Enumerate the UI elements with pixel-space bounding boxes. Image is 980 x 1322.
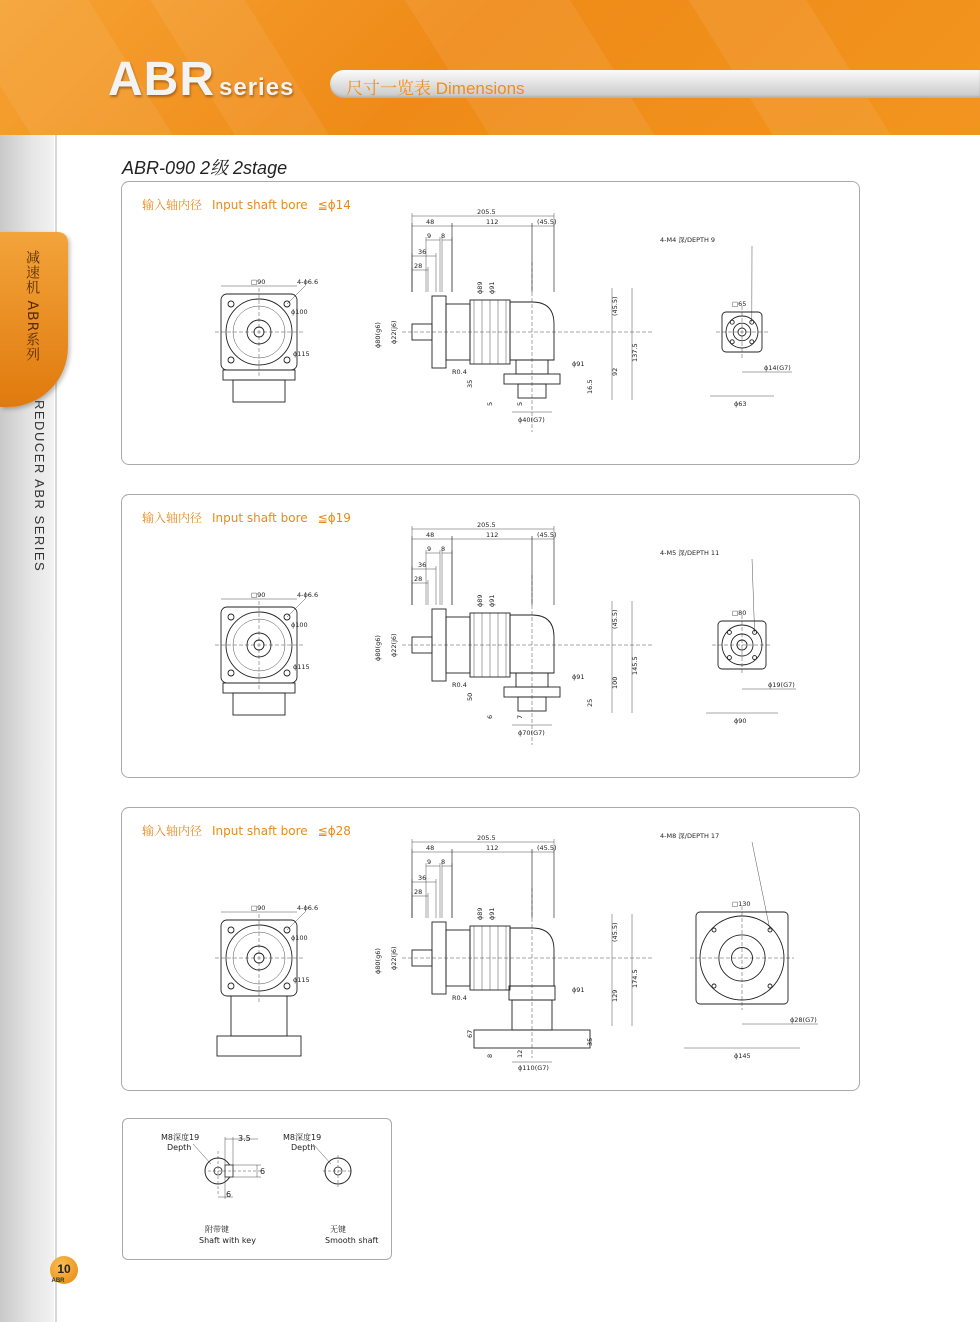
side-137-dim: 137.5	[631, 343, 639, 362]
dimension-drawing	[122, 808, 859, 1090]
side-89-dim: ϕ89	[476, 281, 484, 294]
side-5a-dim: 5	[486, 401, 494, 406]
front-square-dim: □90	[251, 591, 266, 599]
output-square-dim: □130	[732, 900, 751, 908]
front-pcd-dim: ϕ100	[291, 934, 308, 942]
side-91a-dim: ϕ91	[488, 281, 496, 294]
side-shaft-dim: ϕ70(G7)	[518, 729, 545, 737]
bore-bore-en: Input shaft bore	[212, 824, 308, 838]
bore-bore-en: Input shaft bore	[212, 198, 308, 212]
side-28-dim: 28	[414, 888, 423, 896]
brand-series: series	[219, 74, 295, 101]
side-92-dim: 100	[611, 676, 619, 689]
side-48-dim: 48	[426, 844, 435, 852]
section-title: 尺寸一览表 Dimensions	[346, 79, 525, 98]
side-45-dim: (45.5)	[537, 218, 557, 226]
side-view	[374, 208, 652, 432]
brand-logo	[108, 52, 294, 107]
output-thread-dim: 4-M5 深/DEPTH 11	[660, 549, 720, 557]
output-square-dim: □80	[732, 609, 747, 617]
side-137-dim: 145.5	[631, 656, 639, 675]
page-number: 10	[57, 1262, 71, 1276]
side-22-dim: ϕ22(j6)	[390, 946, 398, 970]
smooth-shaft-cn: 无键	[330, 1225, 346, 1234]
side-137-dim: 174.5	[631, 969, 639, 988]
front-view	[215, 591, 318, 715]
side-8-dim: 8	[441, 232, 446, 240]
side-r-dim: R0.4	[452, 994, 467, 1002]
dimension-panel	[121, 181, 860, 465]
side-8-dim: 8	[441, 545, 446, 553]
side-overall-dim: 205.5	[477, 521, 496, 529]
bore-bore-limit: ≦ϕ19	[317, 511, 351, 525]
output-bore-dim: ϕ19(G7)	[768, 681, 795, 689]
page-number-badge	[50, 1256, 78, 1284]
side-48-dim: 48	[426, 218, 435, 226]
front-view	[215, 904, 318, 1056]
smooth-depth-label: Depth	[291, 1143, 316, 1152]
front-circle-dim: ϕ115	[293, 976, 310, 984]
keyed-depth-label: Depth	[167, 1143, 192, 1152]
side-9-dim: 9	[427, 232, 432, 240]
side-165-dim: 35	[586, 1037, 594, 1046]
side-35-dim: 35	[466, 379, 474, 388]
key-dim-6-height: 6	[260, 1167, 266, 1176]
dimension-drawing	[122, 182, 859, 464]
side-8-dim: 8	[441, 858, 446, 866]
front-pcd-dim: ϕ100	[291, 621, 308, 629]
side-5a-dim: 8	[486, 1053, 494, 1058]
side-overall-dim: 205.5	[477, 208, 496, 216]
front-square-dim: □90	[251, 904, 266, 912]
side-92-dim: 129	[611, 989, 619, 1002]
side-9-dim: 9	[427, 858, 432, 866]
side-91a-dim: ϕ91	[488, 594, 496, 607]
side-r-dim: R0.4	[452, 681, 467, 689]
front-holes-dim: 4-ϕ6.6	[297, 278, 319, 286]
section-title-bar	[330, 70, 980, 98]
output-view	[660, 549, 796, 725]
side-112-dim: 112	[486, 844, 499, 852]
bore-bore-cn: 输入轴内径	[142, 198, 203, 212]
side-r-dim: R0.4	[452, 368, 467, 376]
keyed-thread-label: M8深度19	[161, 1133, 200, 1142]
key-dim-3-5: 3.5	[238, 1134, 251, 1143]
side-45-dim: (45.5)	[537, 844, 557, 852]
side-45v-dim: (45.5)	[611, 609, 619, 629]
key-dim-6-width: 6	[226, 1190, 232, 1199]
output-view	[660, 236, 792, 408]
output-thread-dim: 4-M4 深/DEPTH 9	[660, 236, 716, 244]
brand-name: ABR	[108, 53, 215, 106]
shaft-type-panel	[122, 1118, 392, 1260]
output-width-dim: ϕ145	[734, 1052, 751, 1060]
side-shaft-dim: ϕ110(G7)	[518, 1064, 549, 1072]
front-square-dim: □90	[251, 278, 266, 286]
front-pcd-dim: ϕ100	[291, 308, 308, 316]
output-bore-dim: ϕ14(G7)	[764, 364, 791, 372]
side-91a-dim: ϕ91	[488, 907, 496, 920]
side-5b-dim: 7	[516, 714, 524, 719]
side-28-dim: 28	[414, 575, 423, 583]
side-45-dim: (45.5)	[537, 531, 557, 539]
side-36-dim: 36	[418, 248, 427, 256]
shaft-type-drawings	[123, 1119, 391, 1259]
side-92-dim: 92	[611, 367, 619, 376]
side-91b-dim: ϕ91	[572, 986, 585, 994]
sidebar-english-label: REDUCER ABR SERIES	[32, 400, 47, 573]
side-view	[374, 834, 652, 1072]
side-35-dim: 50	[466, 692, 474, 701]
bore-bore-cn: 输入轴内径	[142, 511, 203, 525]
dimension-panel	[121, 494, 860, 778]
output-width-dim: ϕ90	[734, 717, 747, 725]
side-89-dim: ϕ89	[476, 907, 484, 920]
output-width-dim: ϕ63	[734, 400, 747, 408]
side-overall-dim: 205.5	[477, 834, 496, 842]
front-circle-dim: ϕ115	[293, 663, 310, 671]
smooth-thread-label: M8深度19	[283, 1133, 322, 1142]
side-9-dim: 9	[427, 545, 432, 553]
side-35-dim: 67	[466, 1029, 474, 1038]
output-bore-dim: ϕ28(G7)	[790, 1016, 817, 1024]
footer-brand: ABR	[51, 1278, 65, 1284]
front-holes-dim: 4-ϕ6.6	[297, 591, 319, 599]
side-view	[374, 521, 652, 745]
side-91b-dim: ϕ91	[572, 673, 585, 681]
side-22-dim: ϕ22(j6)	[390, 633, 398, 657]
side-80-dim: ϕ80(g6)	[374, 635, 382, 661]
side-80-dim: ϕ80(g6)	[374, 322, 382, 348]
side-5b-dim: 12	[516, 1049, 524, 1058]
dimension-drawing	[122, 495, 859, 777]
side-48-dim: 48	[426, 531, 435, 539]
side-5a-dim: 6	[486, 714, 494, 719]
side-36-dim: 36	[418, 874, 427, 882]
dimension-panel	[121, 807, 860, 1091]
keyed-shaft-cn: 附带键	[205, 1225, 229, 1234]
bore-bore-cn: 输入轴内径	[142, 824, 203, 838]
keyed-shaft-en: Shaft with key	[199, 1236, 256, 1245]
side-89-dim: ϕ89	[476, 594, 484, 607]
side-22-dim: ϕ22(j6)	[390, 320, 398, 344]
output-thread-dim: 4-M8 深/DEPTH 17	[660, 832, 720, 840]
output-view	[660, 832, 818, 1060]
side-45v-dim: (45.5)	[611, 922, 619, 942]
side-45v-dim: (45.5)	[611, 296, 619, 316]
front-circle-dim: ϕ115	[293, 350, 310, 358]
side-165-dim: 16.5	[586, 379, 594, 394]
side-91b-dim: ϕ91	[572, 360, 585, 368]
sidebar-tab-label: 减速机 ABR系列	[24, 250, 40, 363]
output-square-dim: □65	[732, 300, 747, 308]
side-80-dim: ϕ80(g6)	[374, 948, 382, 974]
front-view	[215, 278, 318, 402]
side-112-dim: 112	[486, 531, 499, 539]
side-shaft-dim: ϕ40(G7)	[518, 416, 545, 424]
side-165-dim: 25	[586, 698, 594, 707]
side-28-dim: 28	[414, 262, 423, 270]
bore-bore-limit: ≦ϕ14	[317, 198, 351, 212]
front-holes-dim: 4-ϕ6.6	[297, 904, 319, 912]
bore-bore-en: Input shaft bore	[212, 511, 308, 525]
model-title: ABR-090 2级 2stage	[122, 158, 288, 178]
bore-bore-limit: ≦ϕ28	[317, 824, 351, 838]
side-36-dim: 36	[418, 561, 427, 569]
smooth-shaft-en: Smooth shaft	[325, 1236, 379, 1245]
side-5b-dim: 5	[516, 401, 524, 406]
side-112-dim: 112	[486, 218, 499, 226]
